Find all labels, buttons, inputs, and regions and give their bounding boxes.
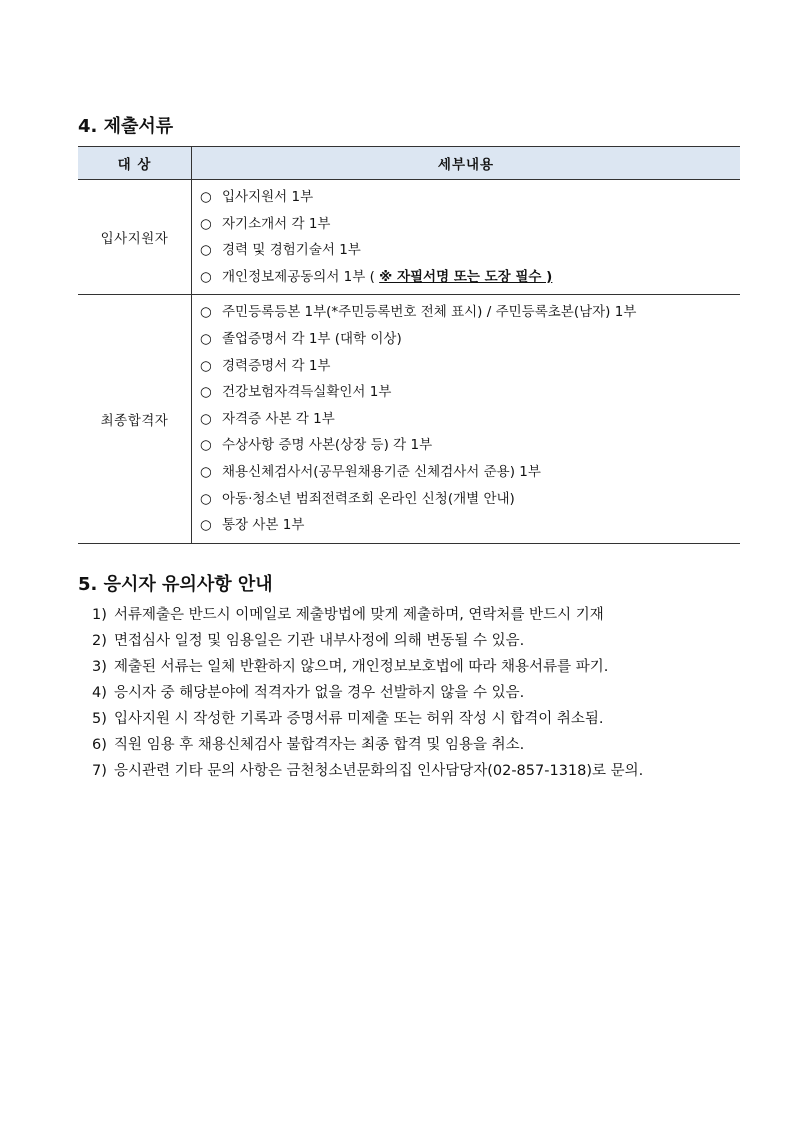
notice-item xyxy=(92,602,643,628)
notice-text: 면접심사 일정 및 임용일은 기관 내부사정에 의해 변동될 수 있음. xyxy=(114,633,525,649)
notice-number: 6) xyxy=(92,737,107,753)
notice-text: 응시자 중 해당분야에 적격자가 없을 경우 선발하지 않을 수 있음. xyxy=(114,685,525,701)
item-text: 입사지원서 1부 xyxy=(222,189,314,205)
item-text: 자격증 사본 각 1부 xyxy=(222,410,335,427)
notice-item xyxy=(92,706,643,732)
circle-bullet-icon: ○ xyxy=(200,215,212,232)
notice-item xyxy=(92,732,643,758)
notice-item xyxy=(92,680,643,706)
section-5-title: 5. 응시자 유의사항 안내 xyxy=(78,574,273,595)
item-text: 주민등록등본 1부(*주민등록번호 전체 표시) / 주민등록초본(남자) 1부 xyxy=(222,304,637,321)
circle-bullet-icon: ○ xyxy=(200,384,212,401)
list-item xyxy=(200,353,740,380)
circle-bullet-icon: ○ xyxy=(200,437,212,454)
list-item xyxy=(200,406,740,433)
circle-bullet-icon: ○ xyxy=(200,517,212,534)
target-cell: 입사지원자 xyxy=(78,180,192,295)
details-cell xyxy=(192,180,741,295)
circle-bullet-icon: ○ xyxy=(200,189,212,205)
circle-bullet-icon: ○ xyxy=(200,304,212,321)
item-text: 졸업증명서 각 1부 (대학 이상) xyxy=(222,330,402,347)
item-text: 건강보험자격득실확인서 1부 xyxy=(222,384,392,401)
table-row xyxy=(78,180,740,295)
list-item xyxy=(200,211,740,238)
list-item xyxy=(200,379,740,406)
list-item xyxy=(200,459,740,486)
notice-number: 2) xyxy=(92,633,107,649)
item-text: 수상사항 증명 사본(상장 등) 각 1부 xyxy=(222,437,433,454)
item-text: 자기소개서 각 1부 xyxy=(222,215,331,232)
target-cell: 최종합격자 xyxy=(78,295,192,543)
table-row xyxy=(78,295,740,543)
notice-item xyxy=(92,758,643,784)
notice-text: 직원 임용 후 채용신체검사 불합격자는 최종 합격 및 임용을 취소. xyxy=(114,737,525,753)
notice-number: 7) xyxy=(92,763,107,779)
header-target: 대 상 xyxy=(78,147,192,180)
notice-text: 제출된 서류는 일체 반환하지 않으며, 개인정보보호법에 따라 채용서류를 파기. xyxy=(114,659,609,675)
list-item xyxy=(200,512,740,539)
item-text: 채용신체검사서(공무원채용기준 신체검사서 준용) 1부 xyxy=(222,463,541,480)
list-item xyxy=(200,264,740,291)
item-text: 경력 및 경험기술서 1부 xyxy=(222,242,361,259)
notice-number: 1) xyxy=(92,607,107,623)
notice-item xyxy=(92,654,643,680)
circle-bullet-icon: ○ xyxy=(200,490,212,507)
notice-text: 서류제출은 반드시 이메일로 제출방법에 맞게 제출하며, 연락처를 반드시 기재 xyxy=(114,607,604,623)
item-text: 개인정보제공동의서 1부 ( xyxy=(222,268,380,285)
details-cell xyxy=(192,295,741,543)
list-item xyxy=(200,432,740,459)
submission-documents-table xyxy=(78,146,740,544)
notice-number: 3) xyxy=(92,659,107,675)
required-note: ※ 자필서명 또는 도장 필수 ) xyxy=(379,268,553,285)
notice-item xyxy=(92,628,643,654)
section-4-title: 4. 제출서류 xyxy=(78,116,174,137)
notice-text: 입사지원 시 작성한 기록과 증명서류 미제출 또는 허위 작성 시 합격이 취소됨. xyxy=(114,711,604,727)
notice-number: 5) xyxy=(92,711,107,727)
circle-bullet-icon: ○ xyxy=(200,357,212,374)
notice-list xyxy=(92,602,643,784)
list-item xyxy=(200,237,740,264)
list-item xyxy=(200,299,740,326)
item-text: 아동·청소년 범죄전력조회 온라인 신청(개별 안내) xyxy=(222,490,515,507)
item-text: 경력증명서 각 1부 xyxy=(222,357,331,374)
list-item xyxy=(200,326,740,353)
header-details: 세부내용 xyxy=(192,147,741,180)
list-item xyxy=(200,486,740,513)
circle-bullet-icon: ○ xyxy=(200,410,212,427)
circle-bullet-icon: ○ xyxy=(200,268,212,285)
notice-number: 4) xyxy=(92,685,107,701)
circle-bullet-icon: ○ xyxy=(200,242,212,259)
list-item xyxy=(200,184,740,211)
item-text: 통장 사본 1부 xyxy=(222,517,305,534)
table-header-row xyxy=(78,147,740,180)
notice-text: 응시관련 기타 문의 사항은 금천청소년문화의집 인사담당자(02-857-1318)로 문의. xyxy=(114,763,644,779)
circle-bullet-icon: ○ xyxy=(200,330,212,347)
circle-bullet-icon: ○ xyxy=(200,463,212,480)
